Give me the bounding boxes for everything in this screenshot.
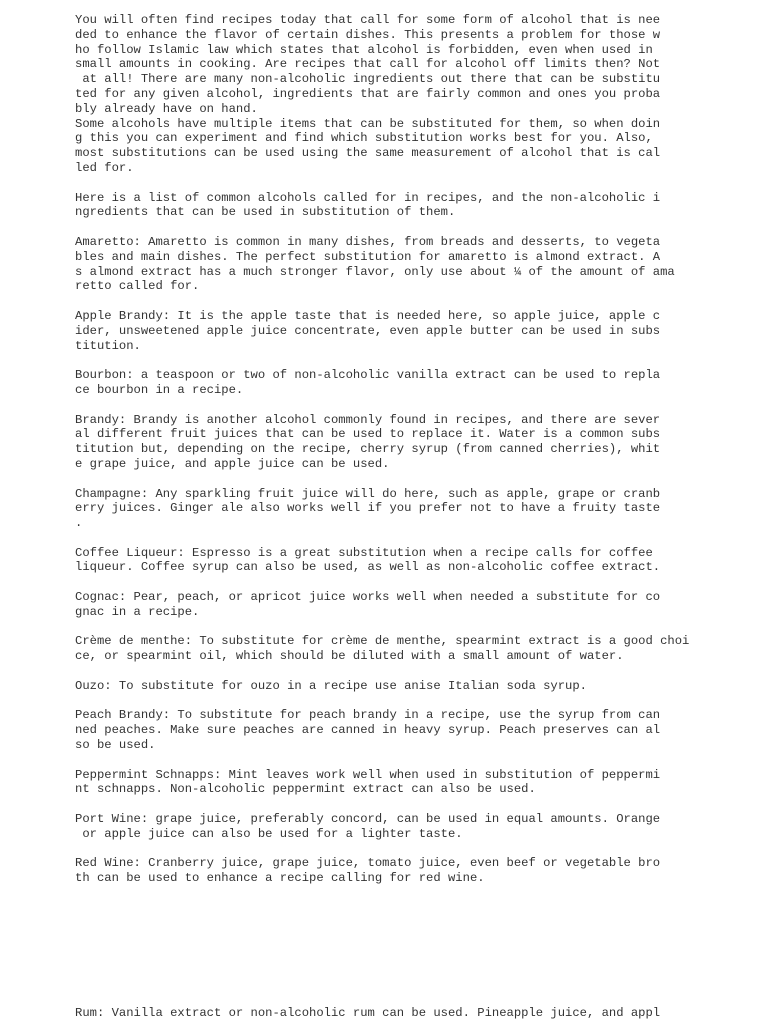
substitution-entry-line: s almond extract has a much stronger flavor, only use about ¼ of the amount of ama	[75, 264, 675, 279]
intro-paragraph-line: ted for any given alcohol, ingredients that are fairly common and ones you proba	[75, 86, 661, 101]
substitution-entry-line: Amaretto: Amaretto is common in many dishes, from breads and desserts, to vegeta	[75, 234, 661, 249]
substitution-entry-line: erry juices. Ginger ale also works well if you prefer not to have a fruity taste	[75, 501, 661, 516]
substitution-entry-line: Port Wine: grape juice, preferably concord, can be used in equal amounts. Orange	[75, 812, 661, 827]
paragraph-gap	[75, 353, 755, 368]
substitution-entry-line: Bourbon: a teaspoon or two of non-alcoholic vanilla extract can be used to repla	[75, 368, 661, 383]
intro-paragraph-line: most substitutions can be used using the same measurement of alcohol that is cal	[75, 146, 661, 161]
intro-paragraph-line: bly already have on hand.	[75, 101, 258, 116]
substitution-entry-line: titution but, depending on the recipe, cherry syrup (from canned cherries), whit	[75, 442, 661, 457]
substitution-entry-line: ce, or spearmint oil, which should be diluted with a small amount of water.	[75, 649, 624, 664]
document-body	[75, 13, 755, 886]
substitution-entry-line: nt schnapps. Non-alcoholic peppermint extract can also be used.	[75, 782, 536, 797]
intro-paragraph-line: small amounts in cooking. Are recipes that call for alcohol off limits then? Not	[75, 57, 661, 72]
substitution-entry-line: ider, unsweetened apple juice concentrate, even apple butter can be used in subs	[75, 323, 661, 338]
paragraph-gap	[75, 294, 755, 309]
intro-paragraph-line: led for.	[75, 160, 134, 175]
substitution-entry-line: so be used.	[75, 738, 156, 753]
paragraph-gap	[75, 620, 755, 635]
list-intro-paragraph-line: Here is a list of common alcohols called for in recipes, and the non-alcoholic i	[75, 190, 661, 205]
substitution-entry-line: ned peaches. Make sure peaches are canned in heavy syrup. Peach preserves can al	[75, 723, 661, 738]
paragraph-gap	[75, 575, 755, 590]
intro-paragraph-line: Some alcohols have multiple items that can be substituted for them, so when doin	[75, 116, 661, 131]
paragraph-gap	[75, 220, 755, 235]
intro-paragraph-line: g this you can experiment and find which substitution works best for you. Also,	[75, 131, 653, 146]
paragraph-gap	[75, 664, 755, 679]
substitution-entry-line: Cognac: Pear, peach, or apricot juice works well when needed a substitute for co	[75, 590, 661, 605]
substitution-entry-line: ce bourbon in a recipe.	[75, 382, 244, 397]
substitution-entry-line: liqueur. Coffee syrup can also be used, as well as non-alcoholic coffee extract.	[75, 560, 661, 575]
paragraph-gap	[75, 753, 755, 768]
substitution-entry-line: Peach Brandy: To substitute for peach brandy in a recipe, use the syrup from can	[75, 708, 661, 723]
paragraph-gap	[75, 694, 755, 709]
substitution-entry-line: Peppermint Schnapps: Mint leaves work well when used in substitution of peppermi	[75, 767, 661, 782]
paragraph-gap	[75, 176, 755, 191]
paragraph-gap	[75, 797, 755, 812]
intro-paragraph-line: You will often find recipes today that call for some form of alcohol that is nee	[75, 13, 661, 27]
list-intro-paragraph-line: ngredients that can be used in substitution of them.	[75, 205, 456, 220]
substitution-entry-line: bles and main dishes. The perfect substitution for amaretto is almond extract. A	[75, 249, 661, 264]
intro-paragraph-line: ded to enhance the flavor of certain dishes. This presents a problem for those w	[75, 27, 661, 42]
rum-entry-first-line: Rum: Vanilla extract or non-alcoholic rum can be used. Pineapple juice, and appl	[75, 1006, 661, 1020]
paragraph-gap	[75, 398, 755, 413]
substitution-entry-line: Champagne: Any sparkling fruit juice will do here, such as apple, grape or cranb	[75, 486, 661, 501]
substitution-entry-line: .	[75, 516, 83, 531]
substitution-entry-line: al different fruit juices that can be used to replace it. Water is a common subs	[75, 427, 661, 442]
substitution-entry-line: Crème de menthe: To substitute for crème de menthe, spearmint extract is a good choi	[75, 634, 690, 649]
substitution-entry-line: th can be used to enhance a recipe calling for red wine.	[75, 871, 485, 886]
paragraph-gap	[75, 472, 755, 487]
paragraph-gap	[75, 531, 755, 546]
substitution-entry-line: Ouzo: To substitute for ouzo in a recipe use anise Italian soda syrup.	[75, 678, 587, 693]
substitution-entry-line: Coffee Liqueur: Espresso is a great substitution when a recipe calls for coffee	[75, 545, 653, 560]
substitution-entry-line: e grape juice, and apple juice can be used.	[75, 456, 390, 471]
substitution-entry-line: Apple Brandy: It is the apple taste that is needed here, so apple juice, apple c	[75, 308, 661, 323]
substitution-entry-line: retto called for.	[75, 279, 200, 294]
substitution-entry-line: or apple juice can also be used for a lighter taste.	[75, 826, 463, 841]
substitution-entry-line: Red Wine: Cranberry juice, grape juice, tomato juice, even beef or vegetable bro	[75, 856, 661, 871]
paragraph-gap	[75, 842, 755, 857]
substitution-entry-line: gnac in a recipe.	[75, 604, 200, 619]
substitution-entry-line: titution.	[75, 338, 141, 353]
intro-paragraph-line: at all! There are many non-alcoholic ingredients out there that can be substitu	[75, 72, 661, 87]
substitution-entry-line: Brandy: Brandy is another alcohol commonly found in recipes, and there are sever	[75, 412, 661, 427]
intro-paragraph-line: ho follow Islamic law which states that alcohol is forbidden, even when used in	[75, 42, 653, 57]
